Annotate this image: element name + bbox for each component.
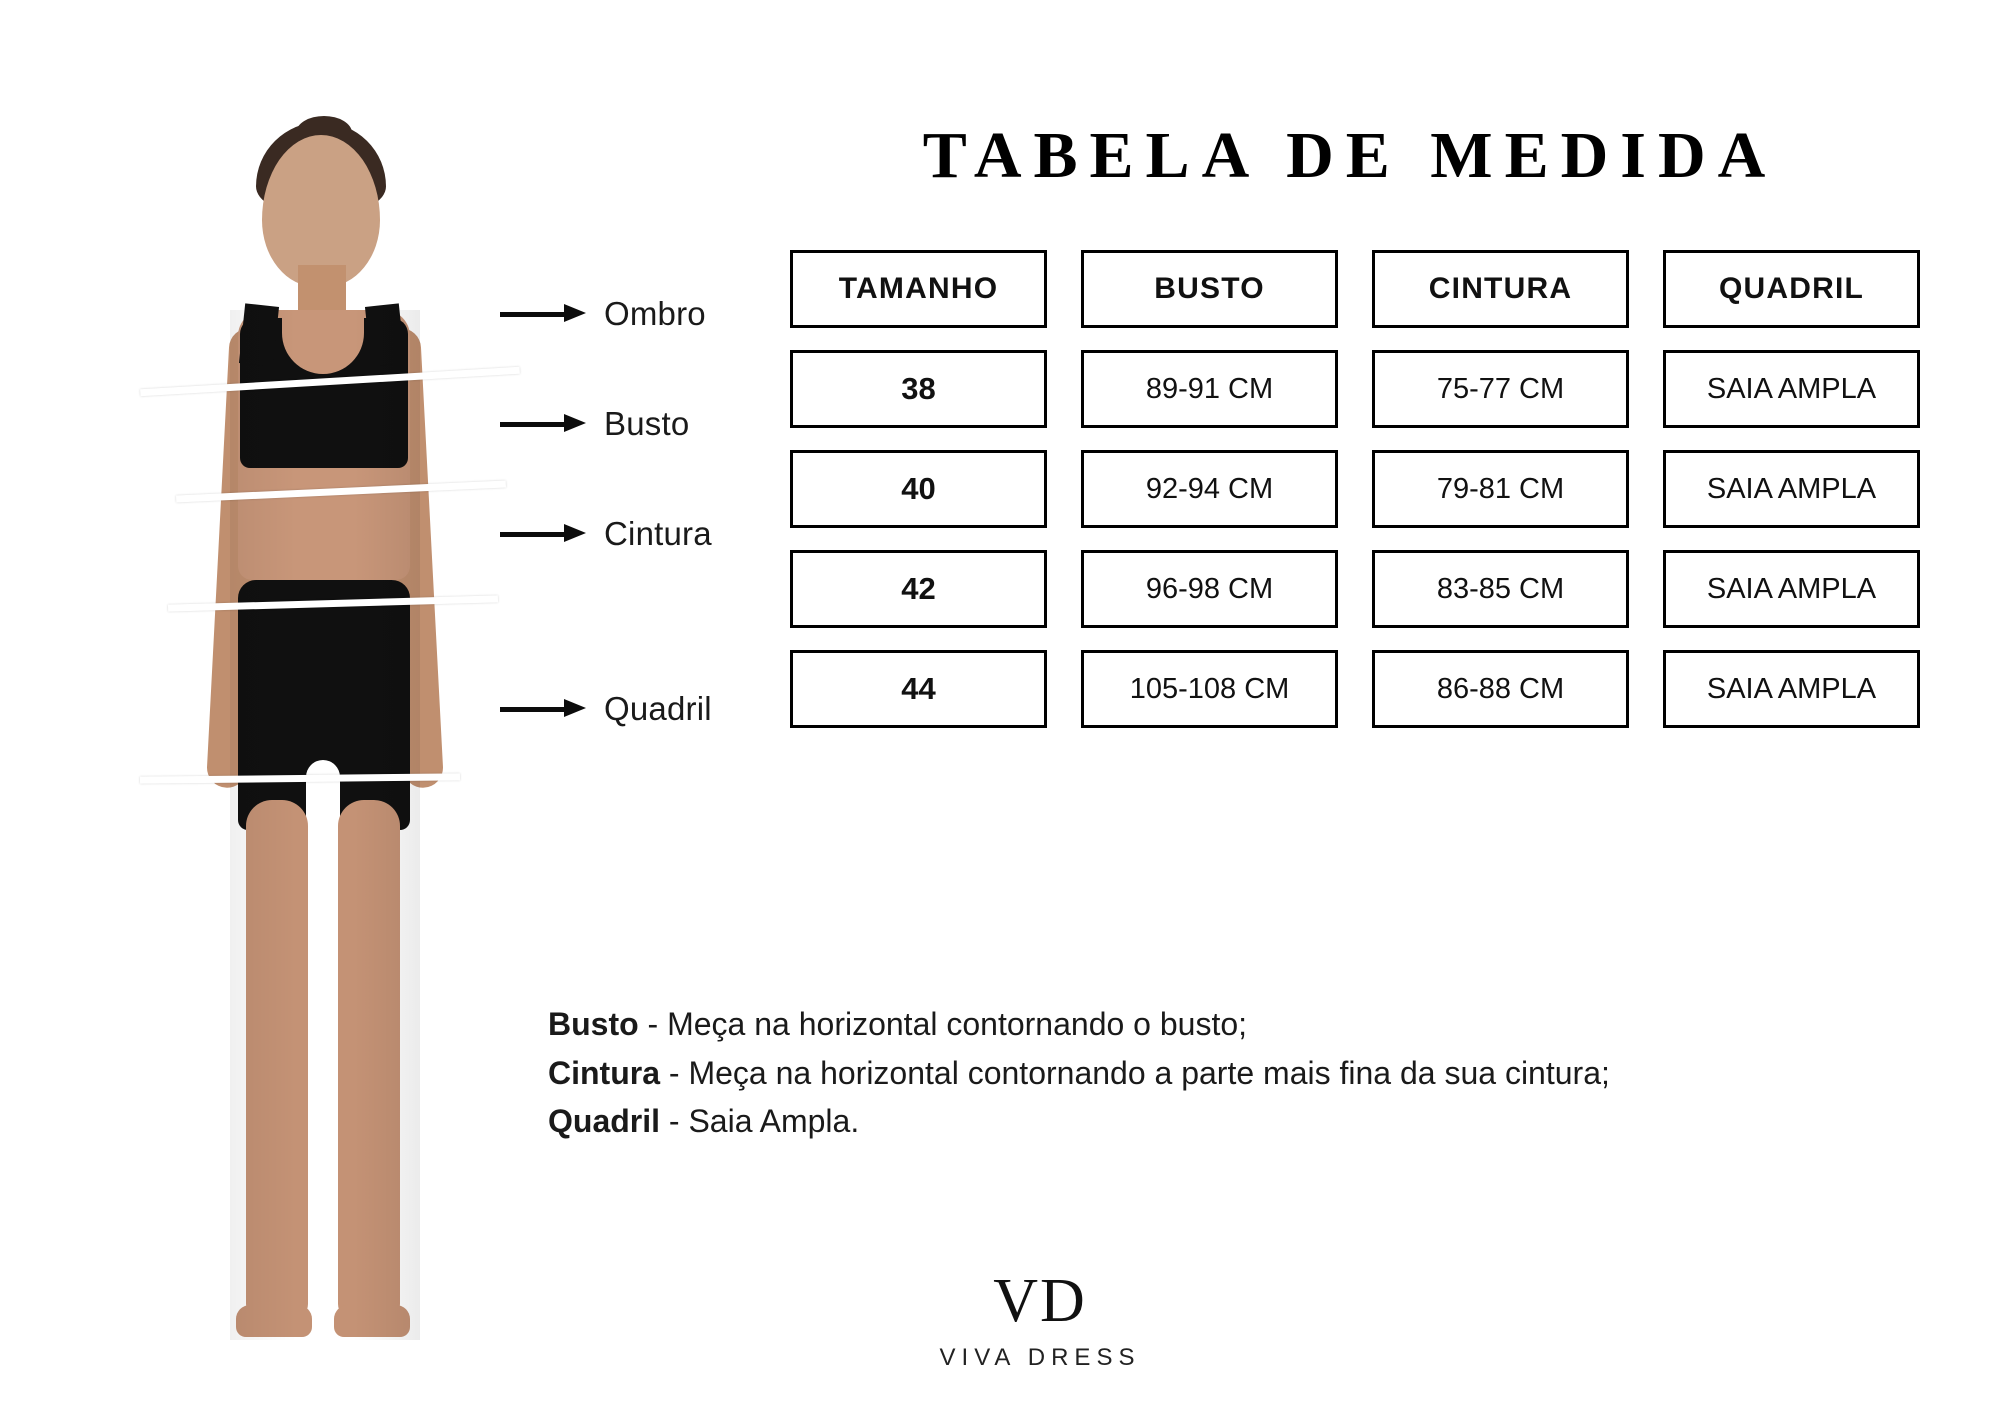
instruction-quadril-text: - Saia Ampla. <box>660 1103 860 1140</box>
instruction-busto-text: - Meça na horizontal contornando o busto; <box>638 1006 1248 1042</box>
column-header-cintura: CINTURA <box>1372 250 1629 328</box>
size-table <box>790 250 1920 750</box>
cell-cintura: 75-77 CM <box>1372 350 1629 428</box>
model-strap-right <box>365 303 405 366</box>
arrow-right-icon <box>500 530 586 538</box>
measure-label-ombro-text: Ombro <box>604 295 706 332</box>
cell-busto: 89-91 CM <box>1081 350 1338 428</box>
cell-quadril: SAIA AMPLA <box>1663 450 1920 528</box>
brand-logo <box>890 1267 1190 1372</box>
cell-busto: 105-108 CM <box>1081 650 1338 728</box>
cell-tamanho: 42 <box>790 550 1047 628</box>
model-leg-right <box>338 800 400 1320</box>
arrow-right-icon <box>500 705 586 713</box>
instruction-quadril <box>548 1097 1968 1146</box>
model-photo <box>110 60 530 1380</box>
table-row <box>790 550 1920 628</box>
cell-cintura: 86-88 CM <box>1372 650 1629 728</box>
cell-tamanho: 38 <box>790 350 1047 428</box>
arrow-right-icon <box>500 310 586 318</box>
model-foot-left <box>236 1305 312 1337</box>
cell-tamanho: 40 <box>790 450 1047 528</box>
model-leg-gap <box>306 760 340 836</box>
cell-cintura: 83-85 CM <box>1372 550 1629 628</box>
cell-quadril: SAIA AMPLA <box>1663 550 1920 628</box>
measure-label-cintura-text: Cintura <box>604 515 712 552</box>
measure-label-busto <box>500 405 689 443</box>
model-leg-left <box>246 800 308 1320</box>
arrow-right-icon <box>500 420 586 428</box>
cell-quadril: SAIA AMPLA <box>1663 350 1920 428</box>
table-row <box>790 350 1920 428</box>
column-header-tamanho: TAMANHO <box>790 250 1047 328</box>
measure-label-ombro <box>500 295 706 333</box>
instruction-cintura <box>548 1049 1968 1098</box>
measure-label-quadril-text: Quadril <box>604 690 712 727</box>
measure-label-busto-text: Busto <box>604 405 690 442</box>
measure-label-cintura <box>500 515 712 553</box>
cell-quadril: SAIA AMPLA <box>1663 650 1920 728</box>
table-header-row <box>790 250 1920 328</box>
table-row <box>790 450 1920 528</box>
page-title: TABELA DE MEDIDA <box>922 119 1778 192</box>
instruction-cintura-key: Cintura <box>548 1054 660 1091</box>
cell-cintura: 79-81 CM <box>1372 450 1629 528</box>
column-header-busto: BUSTO <box>1081 250 1338 328</box>
measure-label-quadril <box>500 690 712 728</box>
cell-busto: 92-94 CM <box>1081 450 1338 528</box>
instruction-busto-key: Busto <box>548 1006 639 1042</box>
table-row <box>790 650 1920 728</box>
model-foot-right <box>334 1305 410 1337</box>
brand-monogram: VD <box>993 1267 1087 1335</box>
instruction-quadril-key: Quadril <box>548 1103 661 1140</box>
cell-tamanho: 44 <box>790 650 1047 728</box>
measurement-instructions <box>548 1000 1968 1146</box>
brand-name: VIVA DRESS <box>939 1344 1141 1371</box>
column-header-quadril: QUADRIL <box>1663 250 1920 328</box>
cell-busto: 96-98 CM <box>1081 550 1338 628</box>
model-strap-left <box>239 303 279 366</box>
instruction-busto <box>548 1000 1968 1049</box>
model-figure-panel <box>110 60 530 1380</box>
instruction-cintura-text: - Meça na horizontal contornando a parte mais fina da sua cintura; <box>660 1054 1610 1091</box>
